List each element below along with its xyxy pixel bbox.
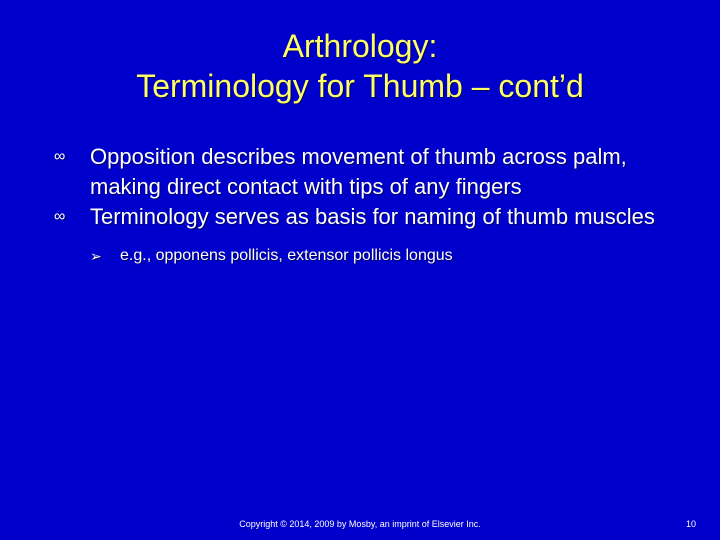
sub-bullet-item: [54, 244, 674, 268]
slide-title: [0, 26, 720, 106]
bullet-list: [54, 142, 674, 268]
bullet-item: [54, 142, 674, 202]
title-line-2: Terminology for Thumb – cont’d: [136, 68, 584, 104]
bullet-item: [54, 202, 674, 232]
infinity-icon: ∞: [54, 148, 66, 165]
sub-bullet-text: e.g., opponens pollicis, extensor pollicis longus: [120, 247, 453, 264]
bullet-text: Opposition describes movement of thumb across palm, making direct contact with tips of any fingers: [90, 144, 627, 199]
bullet-text: Terminology serves as basis for naming of thumb muscles: [90, 204, 655, 229]
page-number: 10: [685, 519, 696, 529]
title-line-1: Arthrology:: [282, 28, 438, 64]
copyright-text: Copyright © 2014, 2009 by Mosby, an imprint of Elsevier Inc.: [239, 519, 481, 529]
infinity-icon: ∞: [54, 208, 66, 225]
arrow-icon: ➢: [90, 248, 102, 264]
